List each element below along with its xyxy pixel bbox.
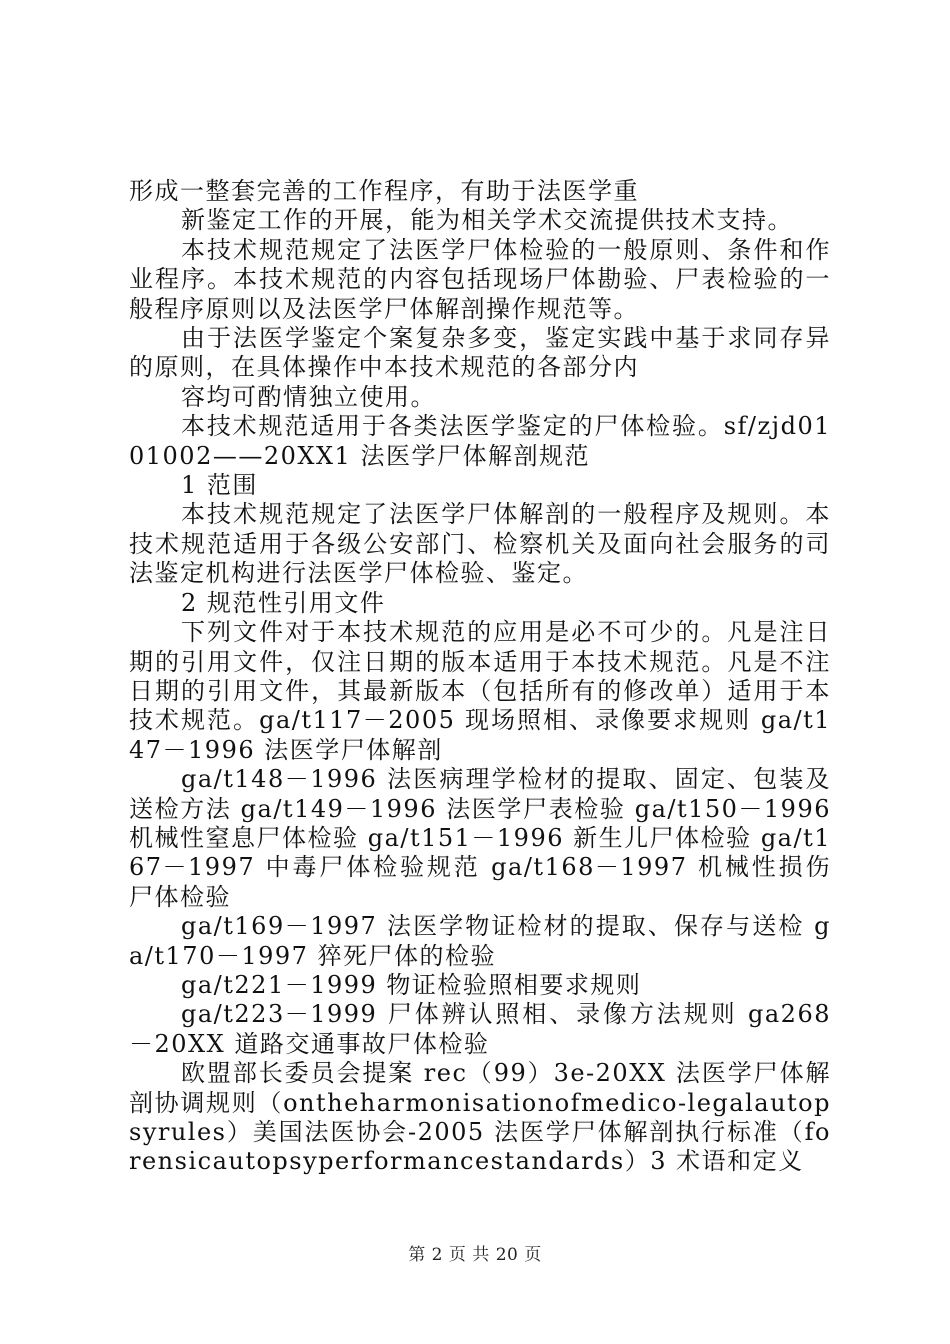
paragraph: 本技术规范适用于各类法医学鉴定的尸体检验。sf/zjd0101002——20XX1 法医学尸体解剖规范 — [129, 412, 831, 470]
paragraph: ga/t223－1999 尸体辨认照相、录像方法规则 ga268－20XX 道路交通事故尸体检验 — [129, 1000, 831, 1058]
paragraph: ga/t221－1999 物证检验照相要求规则 — [181, 970, 642, 999]
section-heading: 2 规范性引用文件 — [181, 588, 386, 617]
paragraph: ga/t169－1997 法医学物证检材的提取、保存与送检 ga/t170－1997 猝死尸体的检验 — [129, 912, 831, 970]
paragraph: 欧盟部长委员会提案 rec（99）3e-20XX 法医学尸体解剖协调规则（ontheharmonisationofmedico-legalautopsyrules）美国法医协会-2005 法医学尸体解剖执行标准（forensicautopsyperformancestandards）3 术语和定义 — [129, 1059, 831, 1176]
page-number-footer: 第 2 页 共 20 页 — [408, 1245, 542, 1265]
paragraph: 下列文件对于本技术规范的应用是必不可少的。凡是注日期的引用文件，仅注日期的版本适用于本技术规范。凡是不注日期的引用文件，其最新版本（包括所有的修改单）适用于本技术规范。ga/t117－2005 现场照相、录像要求规则 ga/t147－1996 法医学尸体解剖 — [129, 618, 831, 764]
paragraph: 形成一整套完善的工作程序，有助于法医学重 — [129, 177, 639, 205]
paragraph: 容均可酌情独立使用。 — [181, 382, 436, 411]
paragraph: 本技术规范规定了法医学尸体解剖的一般程序及规则。本技术规范适用于各级公安部门、检察机关及面向社会服务的司法鉴定机构进行法医学尸体检验、鉴定。 — [129, 500, 831, 588]
paragraph: 由于法医学鉴定个案复杂多变，鉴定实践中基于求同存异的原则，在具体操作中本技术规范的各部分内 — [129, 324, 831, 382]
document-body — [129, 177, 831, 1177]
paragraph: 本技术规范规定了法医学尸体检验的一般原则、条件和作业程序。本技术规范的内容包括现场尸体勘验、尸表检验的一般程序原则以及法医学尸体解剖操作规范等。 — [129, 235, 831, 323]
paragraph: ga/t148－1996 法医病理学检材的提取、固定、包装及送检方法 ga/t149－1996 法医学尸表检验 ga/t150－1996 机械性窒息尸体检验 ga/t151－1996 新生儿尸体检验 ga/t167－1997 中毒尸体检验规范 ga/t168－1997 机械性损伤尸体检验 — [129, 765, 831, 911]
paragraph: 新鉴定工作的开展，能为相关学术交流提供技术支持。 — [181, 206, 793, 235]
section-heading: 1 范围 — [181, 471, 258, 500]
